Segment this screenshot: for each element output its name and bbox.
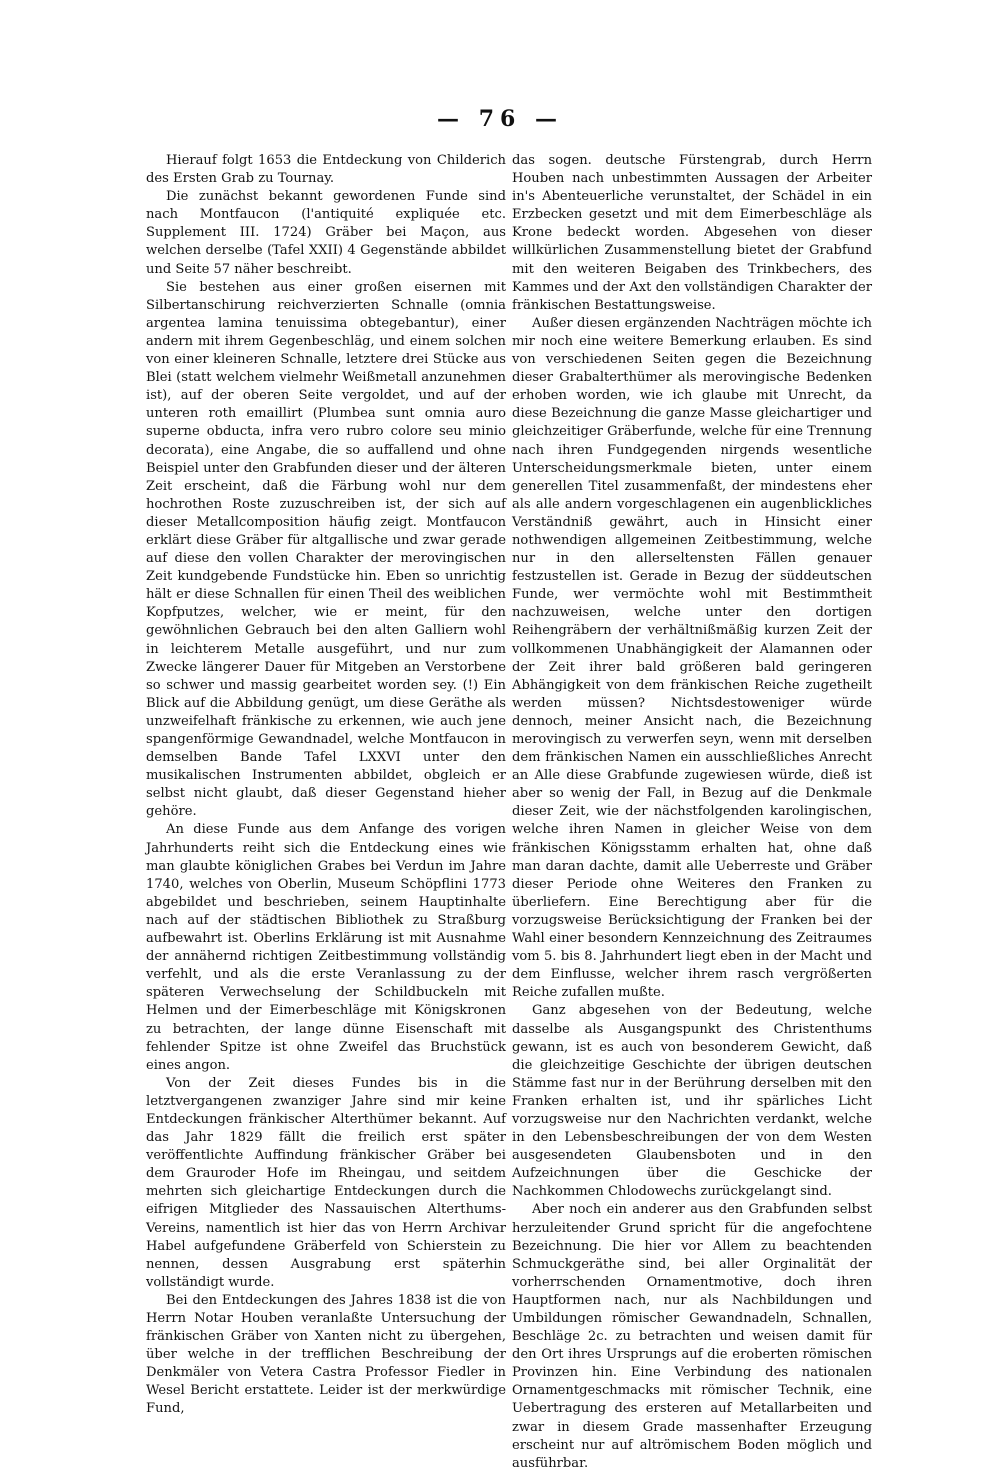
paragraph: Aber noch ein anderer aus den Grabfunden selbst herzuleitender Grund spricht für die angefochtene Bezeichnung. Die hier vor Allem zu beachtenden Schmuckgeräthe sind, bei aller Orginalität der vorherrschenden Ornamentmotive, doch ihren Hauptformen nach, nur als Nachbildungen und Umbildungen römischer Gewandnadeln, Schnallen, Beschläge 2c. zu betrachten und weisen damit für den Ort ihres Ursprungs auf die eroberten römischen Provinzen hin. Eine Verbindung des nationalen Ornamentgeschmacks mit römischer Technik, eine Uebertragung des ersteren auf Metallarbeiten und zwar in diesem Grade massenhafter Erzeugung erscheint nur auf altrömischem Boden möglich und ausführbar. [512,1202,872,1471]
paragraph: An diese Funde aus dem Anfange des vorigen Jahrhunderts reiht sich die Entdeckung eines wie man glaubte königlichen Grabes bei Verdun im Jahre 1740, welches von Oberlin, Museum Schöpflini 1773 abgebildet und beschrieben, seinem Hauptinhalte nach auf der städtischen Bibliothek zu Straßburg aufbewahrt ist. Oberlins Erklärung ist mit Ausnahme der annähernd richtigen Zeitbestimmung vollständig verfehlt, und als die erste Veranlassung zu der späteren Verwechselung der Schildbuckeln mit Helmen und der Eimerbeschläge mit Königskronen zu betrachten, der lange dünne Eisenschaft mit fehlender Spitze ist ohne Zweifel das Bruchstück eines angon. [146,822,506,1073]
paragraph: Hierauf folgt 1653 die Entdeckung von Childerich des Ersten Grab zu Tournay. [146,153,506,187]
right-text-column [512,152,872,1473]
page-number: — 76 — [437,106,563,132]
paragraph: das sogen. deutsche Fürstengrab, durch Herrn Houben nach unbestimmten Aussagen der Arbeiter in's Abenteuerliche verunstaltet, der Schädel in ein Erzbecken gesetzt und mit dem Eimerbeschläge als Krone bedeckt worden. Abgesehen von dieser willkürlichen Zusammenstellung bietet der Grabfund mit den weiteren Beigaben des Trinkbechers, des Kammes und der Axt den vollständigen Charakter der fränkischen Bestattungsweise. [512,153,872,313]
paragraph: Die zunächst bekannt gewordenen Funde sind nach Montfaucon (l'antiquité expliquée etc. Supplement III. 1724) Gräber bei Maçon, aus welchen derselbe (Tafel XXII) 4 Gegenstände abbildet und Seite 57 näher beschreibt. [146,189,506,277]
paragraph: Ganz abgesehen von der Bedeutung, welche dasselbe als Ausgangspunkt des Christenthums gewann, ist es auch von besonderem Gewicht, daß die gleichzeitige Geschichte der übrigen deutschen Stämme fast nur in der Berührung derselben mit den Franken erhalten ist, und ihr spärliches Licht vorzugsweise nur den Nachrichten verdankt, welche in den Lebensbeschreibungen der von dem Westen ausgesendeten Glaubensboten und in den Aufzeichnungen über die Geschicke der Nachkommen Chlodowechs zurückgelangt sind. [512,1003,872,1200]
paragraph: Bei den Entdeckungen des Jahres 1838 ist die von Herrn Notar Houben veranlaßte Untersuchung der fränkischen Gräber von Xanten nicht zu übergehen, über welche in der trefflichen Beschreibung der Denkmäler von Vetera Castra Professor Fiedler in Wesel Bericht erstattete. Leider ist der merkwürdige Fund, [146,1292,506,1417]
paragraph: Von der Zeit dieses Fundes bis in die letztvergangenen zwanziger Jahre sind mir keine Entdeckungen fränkischer Alterthümer bekannt. Auf das Jahr 1829 fällt die freilich erst später veröffentlichte Auffindung fränkischer Gräber bei dem Grauroder Hofe im Rheingau, und seitdem mehrten sich gleichartige Entdeckungen durch die eifrigen Mitglieder des Nassauischen Alterthums-Vereins, namentlich ist hier das von Herrn Archivar Habel aufgefundene Gräberfeld von Schierstein zu nennen, dessen Ausgrabung erst späterhin vollständigt wurde. [146,1075,506,1290]
paragraph: Sie bestehen aus einer großen eisernen mit Silbertanschirung reichverzierten Schnalle (omnia argentea lamina tenuissima obtegebantur), einer andern mit ihrem Gegenbeschläg, und einem solchen von einer kleineren Schnalle, letztere drei Stücke aus Blei (statt welchem vielmehr Weißmetall anzunehmen ist), auf der oberen Seite vergoldet, und auf der unteren roth emaillirt (Plumbea sunt omnia auro superne obducta, infra vero rubro colore seu minio decorata), eine Angabe, die so auffallend und ohne Beispiel unter den Grabfunden dieser und der älteren Zeit erscheint, daß die Färbung wohl nur dem hochrothen Roste zuzuschreiben ist, der sich auf dieser Metallcomposition häufig zeigt. Montfaucon erklärt diese Gräber für altgallische und zwar gerade auf diese den vollen Charakter der merovingischen Zeit kundgebende Fundstücke hin. Eben so unrichtig hält er diese Schnallen für einen Theil des weiblichen Kopfputzes, welcher, wie er meint, für den gewöhnlichen Gebrauch bei den alten Galliern wohl in leichterem Metalle ausgeführt, und nur zum Zwecke längerer Dauer für Mitgeben an Verstorbene so schwer und massig gearbeitet worden sey. (!) Ein Blick auf die Abbildung genügt, um diese Geräthe als unzweifelhaft fränkische zu erkennen, wie auch jene spangenförmige Gewandnadel, welche Montfaucon in demselben Bande Tafel LXXVI unter den musikalischen Instrumenten abbildet, obgleich er selbst nicht glaubt, daß dieser Gegenstand hieher gehöre. [146,279,506,820]
paragraph: Außer diesen ergänzenden Nachträgen möchte ich mir noch eine weitere Bemerkung erlauben. Es sind von verschiedenen Seiten gegen die Bezeichnung dieser Grabalterthümer als merovingische Bedenken erhoben worden, wie ich glaube mit Unrecht, da diese Bezeichnung die ganze Masse gleichartiger und gleichzeitiger Gräberfunde, welche für eine Trennung nach ihren Fundgegenden nirgends wesentliche Unterscheidungsmerkmale bieten, unter einem generellen Titel zusammenfaßt, der mindestens eher als alle andern vorgeschlagenen ein augenblickliches Verständniß gewährt, auch in Hinsicht einer nothwendigen allgemeinen Zeitbestimmung, welche nur in den allerseltensten Fällen genauer festzustellen ist. Gerade in Bezug der süddeutschen Funde, wer vermöchte wohl mit Bestimmtheit nachzuweisen, welche unter den dortigen Reihengräbern der verhältnißmäßig kurzen Zeit der vollkommenen Unabhängigkeit der Alamannen oder der Zeit ihrer bald größeren bald geringeren Abhängigkeit von dem fränkischen Reiche zugetheilt werden müssen? Nichtsdestoweniger würde dennoch, meiner Ansicht nach, die Bezeichnung merovingisch zu verwerfen seyn, wenn mit derselben dem fränkischen Namen ein ausschließliches Anrecht an Alle diese Grabfunde zugewiesen würde, dieß ist aber so wenig der Fall, in Bezug auf die Denkmale dieser Zeit, wie der nächstfolgenden karolingischen, welche ihren Namen in gleicher Weise von dem fränkischen Königsstamm erhalten hat, ohne daß man daran dachte, damit alle Ueberreste und Gräber dieser Periode ohne Weiteres den Franken zu überliefern. Eine Berechtigung aber für die vorzugsweise Berücksichtigung der Franken bei der Wahl einer besondern Kennzeichnung des Zeitraumes vom 5. bis 8. Jahrhundert liegt eben in der Macht und dem Einflusse, welcher ihrem rasch vergrößerten Reiche zufallen mußte. [512,315,872,1001]
left-text-column [146,152,506,1419]
